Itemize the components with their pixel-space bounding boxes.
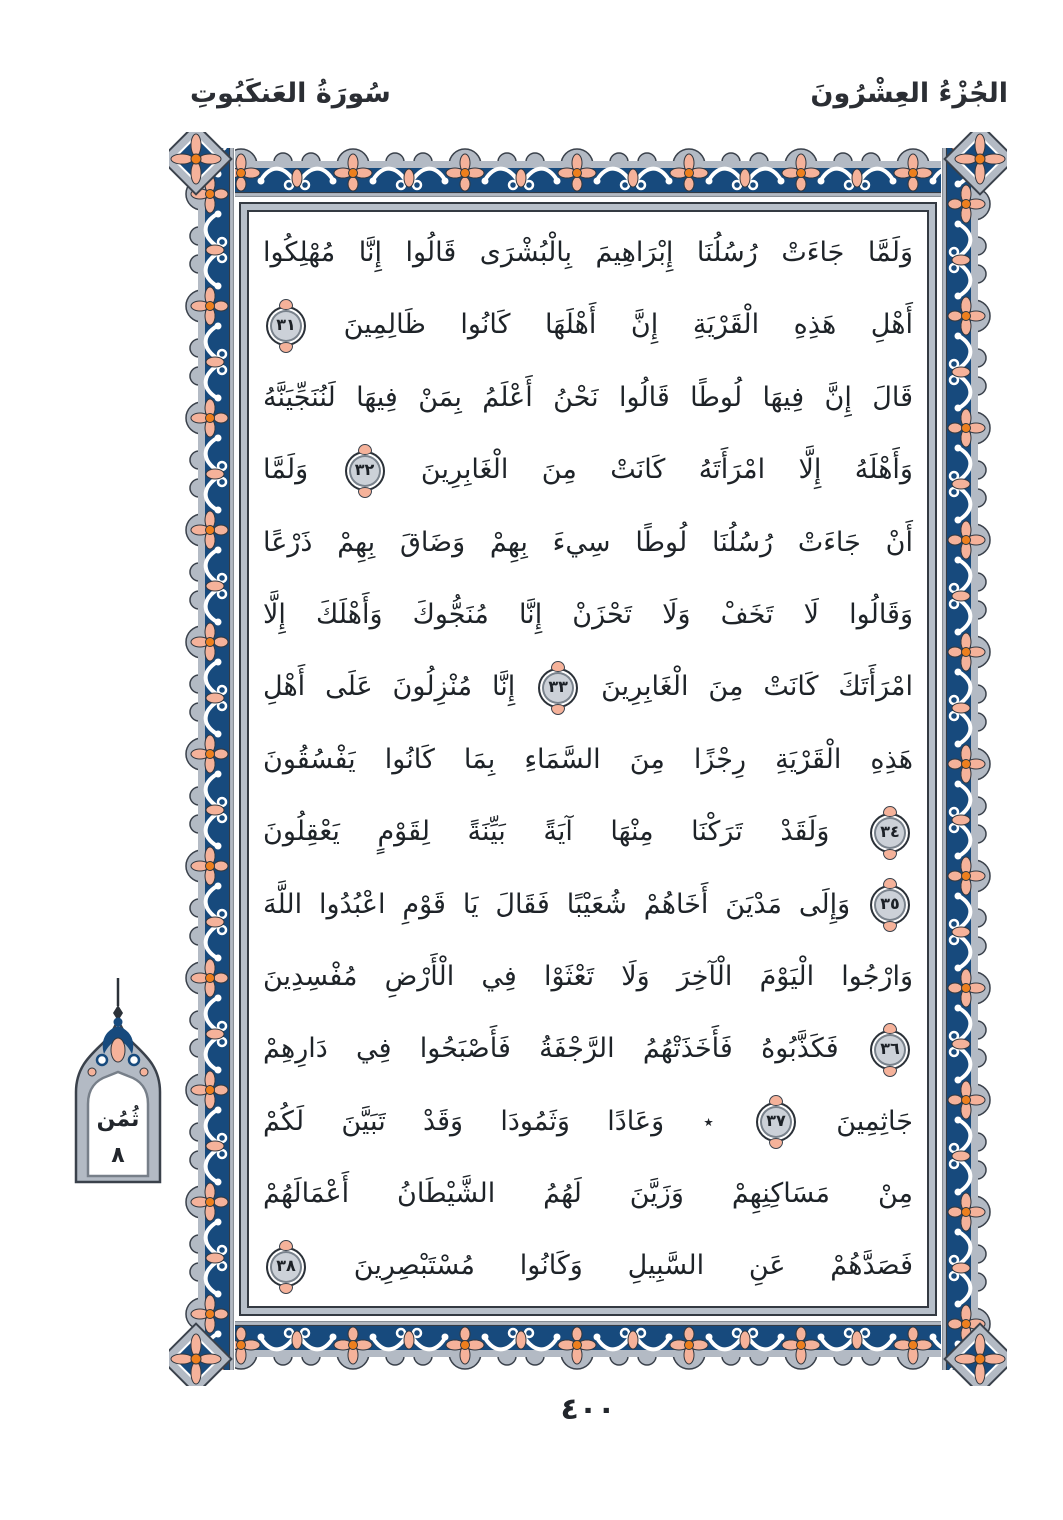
aya-text: وَلَقَدْ تَرَكْنَا مِنْهَا آيَةً بَيِّنَةً لِقَوْمٍ يَعْقِلُونَ [263,816,830,848]
rub-el-hizb-star-icon: ٭ [703,1110,714,1133]
mushaf-line [263,362,913,434]
thumn-marker [64,974,172,1190]
aya-text: هَذِهِ الْقَرْيَةِ رِجْزًا مِنَ السَّمَاءِ بِمَا كَانُوا يَفْسُقُونَ [263,743,913,775]
aya-text: أَهْلِ هَذِهِ الْقَرْيَةِ إِنَّ أَهْلَهَا كَانُوا ظَالِمِينَ [343,309,913,341]
mushaf-line [263,1158,913,1230]
aya-text: وَلَمَّا جَاءَتْ رُسُلُنَا إِبْرَاهِيمَ بِالْبُشْرَى قَالُوا إِنَّا مُهْلِكُوا [263,237,913,268]
aya-text: فَكَذَّبُوهُ فَأَخَذَتْهُمُ الرَّجْفَةُ فَأَصْبَحُوا فِي دَارِهِمْ [263,1033,839,1065]
aya-text: أَنْ جَاءَتْ رُسُلُنَا لُوطًا سِيءَ بِهِمْ وَضَاقَ بِهِمْ ذَرْعًا [263,526,913,558]
border-corner-icon [169,132,243,206]
thumn-label: ثُمُن [96,1107,140,1132]
quran-text-block [249,212,927,1306]
mushaf-line [263,796,913,868]
border-right-ornament-icon [941,148,991,1370]
mushaf-line [263,507,913,579]
mushaf-line [263,941,913,1013]
juz-title: الجُزْءُ العِشْرُونَ [810,78,1008,109]
mushaf-line [263,289,913,361]
aya-text: فَصَدَّهُمْ عَنِ السَّبِيلِ وَكَانُوا مُسْتَبْصِرِينَ [353,1250,913,1282]
ornamental-frame [185,148,991,1370]
verse-number-badge: ٣٥ [870,885,910,925]
page-number: ٤٠٠ [560,1392,616,1427]
border-bottom-ornament-icon [185,1320,991,1370]
verse-number-badge: ٣٦ [870,1030,910,1070]
border-left-ornament-icon [185,148,235,1370]
aya-text: جَاثِمِينَ [836,1105,913,1137]
border-corner-icon [169,1312,243,1386]
mushaf-line [263,1086,913,1158]
aya-text: وَارْجُوا الْيَوْمَ الْآخِرَ وَلَا تَعْثَوْا فِي الْأَرْضِ مُفْسِدِينَ [263,960,913,992]
mushaf-line [263,1013,913,1085]
mushaf-line [263,869,913,941]
border-corner-icon [933,1312,1007,1386]
border-top-ornament-icon [185,148,991,198]
verse-number-badge: ٣٧ [756,1102,796,1142]
verse-number-badge: ٣٣ [538,668,578,708]
thumn-number: ٨ [111,1143,125,1168]
text-frame [247,210,929,1308]
aya-text: وَأَهْلَهُ إِلَّا امْرَأَتَهُ كَانَتْ مِنَ الْغَابِرِينَ [420,454,913,486]
aya-text: إِنَّا مُنْزِلُونَ عَلَى أَهْلِ [263,671,516,703]
aya-text: قَالَ إِنَّ فِيهَا لُوطًا قَالُوا نَحْنُ أَعْلَمُ بِمَنْ فِيهَا لَنُنَجِّيَنَّهُ [263,381,913,413]
verse-number-badge: ٣٨ [266,1247,306,1287]
verse-number-badge: ٣٤ [870,813,910,853]
mushaf-line [263,434,913,506]
aya-text: وَقَالُوا لَا تَخَفْ وَلَا تَحْزَنْ إِنَّا مُنَجُّوكَ وَأَهْلَكَ إِلَّا [263,598,913,630]
mushaf-line [263,1230,913,1302]
mushaf-line [263,651,913,723]
verse-number-badge: ٣٢ [345,451,385,491]
aya-text: وَعَادًا وَثَمُودَا وَقَدْ تَبَيَّنَ لَكُمْ [263,1105,665,1137]
mushaf-line [263,724,913,796]
aya-text: امْرَأَتَكَ كَانَتْ مِنَ الْغَابِرِينَ [601,671,913,703]
aya-text: مِنْ مَسَاكِنِهِمْ وَزَيَّنَ لَهُمُ الشَّيْطَانُ أَعْمَالَهُمْ [263,1178,913,1210]
aya-text: وَلَمَّا [263,454,309,486]
surah-title: سُورَةُ العَنكَبُوتِ [190,78,391,109]
mushaf-line [263,217,913,289]
mushaf-line [263,579,913,651]
border-corner-icon [933,132,1007,206]
aya-text: وَإِلَى مَدْيَنَ أَخَاهُمْ شُعَيْبًا فَقَالَ يَا قَوْمِ اعْبُدُوا اللَّهَ [263,888,851,920]
verse-number-badge: ٣١ [266,306,306,346]
